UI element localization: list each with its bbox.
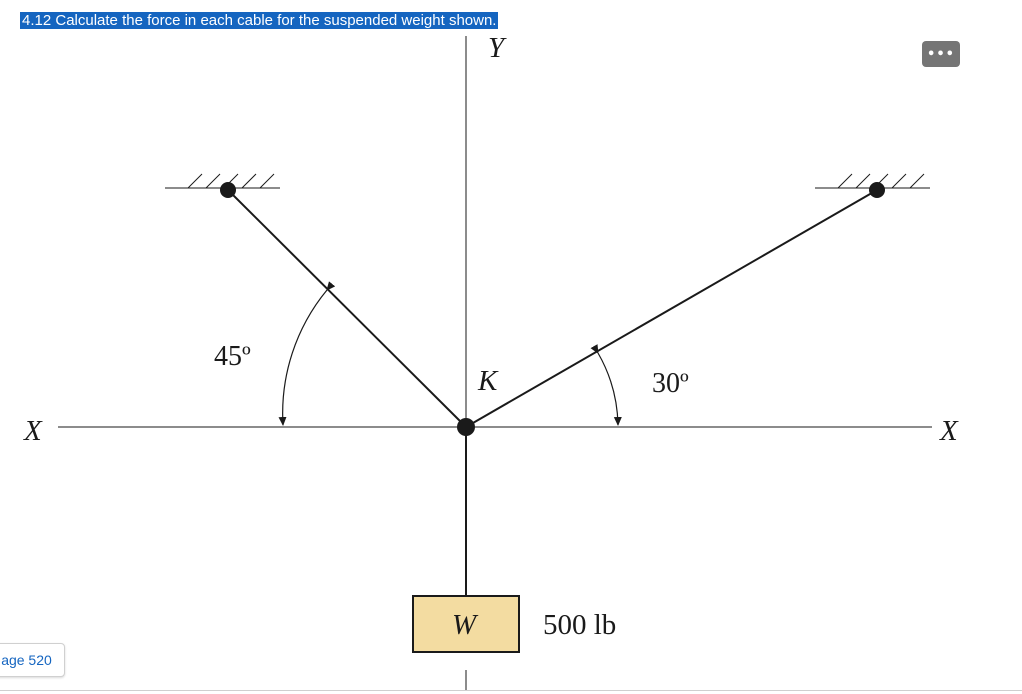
left-cable [228, 190, 466, 427]
more-options-button[interactable]: ••• [922, 41, 960, 67]
bottom-divider [0, 690, 1022, 691]
junction-pin [457, 418, 475, 436]
left-angle-label: 45º [214, 341, 251, 372]
junction-label: K [478, 365, 498, 397]
left-angle-arc [283, 290, 327, 425]
right-angle-label: 30º [652, 368, 689, 399]
y-axis-label: Y [488, 32, 505, 64]
weight-label: W [452, 609, 477, 641]
problem-title: 4.12 Calculate the force in each cable for the suspended weight shown. [22, 12, 497, 29]
left-anchor-pin [220, 182, 236, 198]
load-label: 500 lb [543, 609, 617, 641]
x-axis-right-label: X [940, 415, 958, 447]
right-anchor-pin [869, 182, 885, 198]
page-number-tab[interactable]: age 520 [0, 643, 65, 677]
x-axis-left-label: X [24, 415, 42, 447]
right-angle-arc [598, 353, 618, 425]
